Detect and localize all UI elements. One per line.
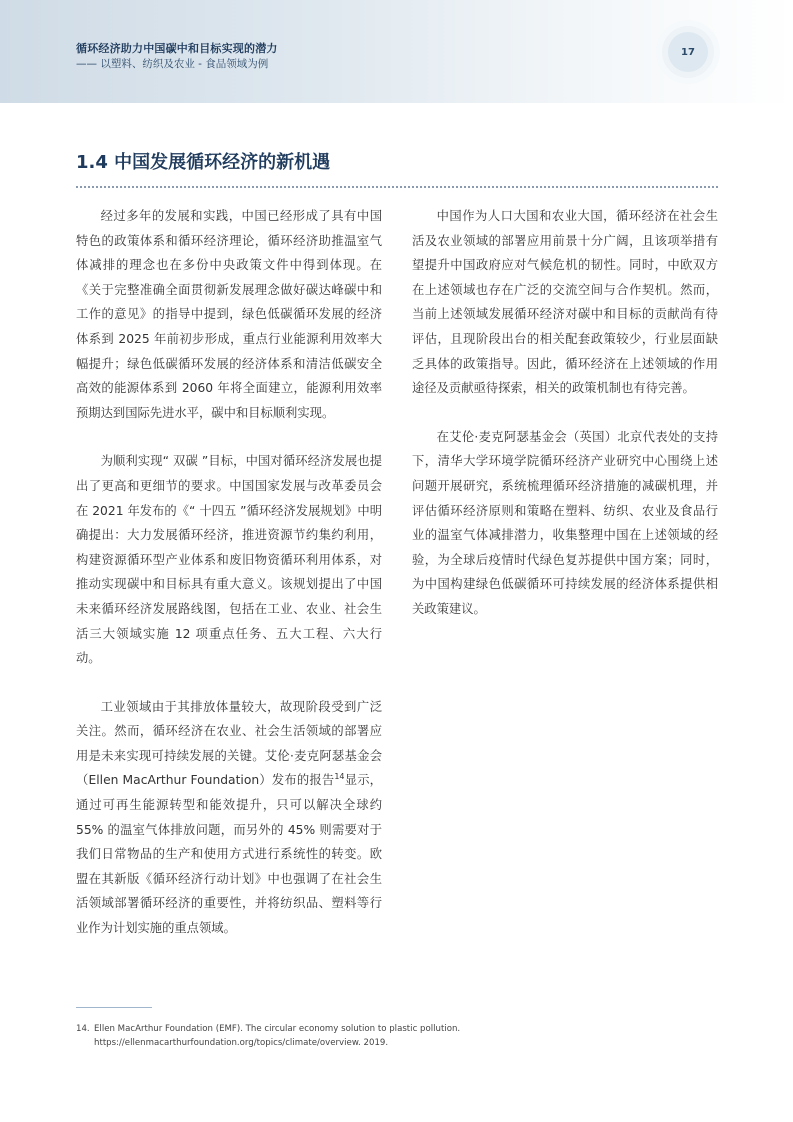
paragraph: 在艾伦·麦克阿瑟基金会（英国）北京代表处的支持下，清华大学环境学院循环经济产业研究中心围绕上述问题开展研究，系统梳理循环经济措施的减碳机理，并评估循环经济原则和策略在塑料、纺织、农业及食品行业的温室气体减排潜力，收集整理中国在上述领域的经验，为全球后疫情时代绿色复苏提供中国方案；同时，为中国构建绿色低碳循环可持续发展的经济体系提供相关政策建议。	[412, 429, 718, 616]
right-column	[412, 204, 718, 646]
paragraph: 经过多年的发展和实践，中国已经形成了具有中国特色的政策体系和循环经济理论，循环经济助推温室气体减排的理念也在多份中央政策文件中得到体现。在《关于完整准确全面贯彻新发展理念做好碳达峰碳中和工作的意见》的指导中提到，绿色低碳循环发展的经济体系到 2025 年前初步形成，重点行业能源利用效率大幅提升；绿色低碳循环发展的经济体系和清洁低碳安全高效的能源体系到 2060 年将全面建立，能源利用效率预期达到国际先进水平，碳中和目标顺利实现。	[76, 209, 382, 420]
paragraph	[76, 695, 382, 941]
footnote-text: Ellen MacArthur Foundation (EMF). The circular economy solution to plastic pollution. https://ellenmacarthurfoundation.org/topics/climate/overview. 2019.	[94, 1024, 461, 1048]
footnote-divider	[76, 1007, 152, 1008]
left-column	[76, 204, 382, 965]
page-number: 17	[681, 46, 695, 58]
paragraph: 中国作为人口大国和农业大国，循环经济在社会生活及农业领域的部署应用前景十分广阔，且该项举措有望提升中国政府应对气候危机的韧性。同时，中欧双方在上述领域也存在广泛的交流空间与合作契机。然而，当前上述领域发展循环经济对碳中和目标的贡献尚有待评估，且现阶段出台的相关配套政策较少，行业层面缺乏具体的政策指导。因此，循环经济在上述领域的作用途径及贡献亟待探索，相关的政策机制也有待完善。	[412, 209, 718, 396]
footnote-ref[interactable]: 14	[334, 772, 345, 782]
footnote-number: 14.	[76, 1024, 90, 1034]
paragraph: 为顺利实现“ 双碳 ”目标，中国对循环经济发展也提出了更高和更细节的要求。中国国家发展与改革委员会在 2021 年发布的《“ 十四五 ”循环经济发展规划》中明确提出：大力发展循环经济，推进资源节约集约利用，构建资源循环型产业体系和废旧物资循环利用体系，对推动实现碳中和目标具有重大意义。该规划提出了中国未来循环经济发展路线图，包括在工业、农业、社会生活三大领域实施 12 项重点任务、五大工程、六大行动。	[76, 454, 382, 666]
section-title: 1.4 中国发展循环经济的新机遇	[76, 152, 331, 173]
section-divider	[76, 186, 718, 188]
report-title: 循环经济助力中国碳中和目标实现的潜力	[76, 42, 278, 55]
paragraph-text: 显示，通过可再生能源转型和能效提升，只可以解决全球约 55% 的温室气体排放问题，而另外的 45% 则需要对于我们日常物品的生产和使用方式进行系统性的转变。欧盟在其新版《循环经济行动计划》中也强调了在社会生活领域部署循环经济的重要性，并将纺织品、塑料等行业作为计划实施的重点领域。	[76, 773, 382, 936]
page-number-badge	[668, 32, 708, 72]
report-subtitle: —— 以塑料、纺织及农业 - 食品领域为例	[76, 58, 269, 70]
paragraph-text: 工业领域由于其排放体量较大，故现阶段受到广泛关注。然而，循环经济在农业、社会生活领域的部署应用是未来实现可持续发展的关键。艾伦·麦克阿瑟基金会（Ellen MacArthur Foundation）发布的报告	[76, 699, 382, 788]
footnote	[76, 1022, 726, 1050]
